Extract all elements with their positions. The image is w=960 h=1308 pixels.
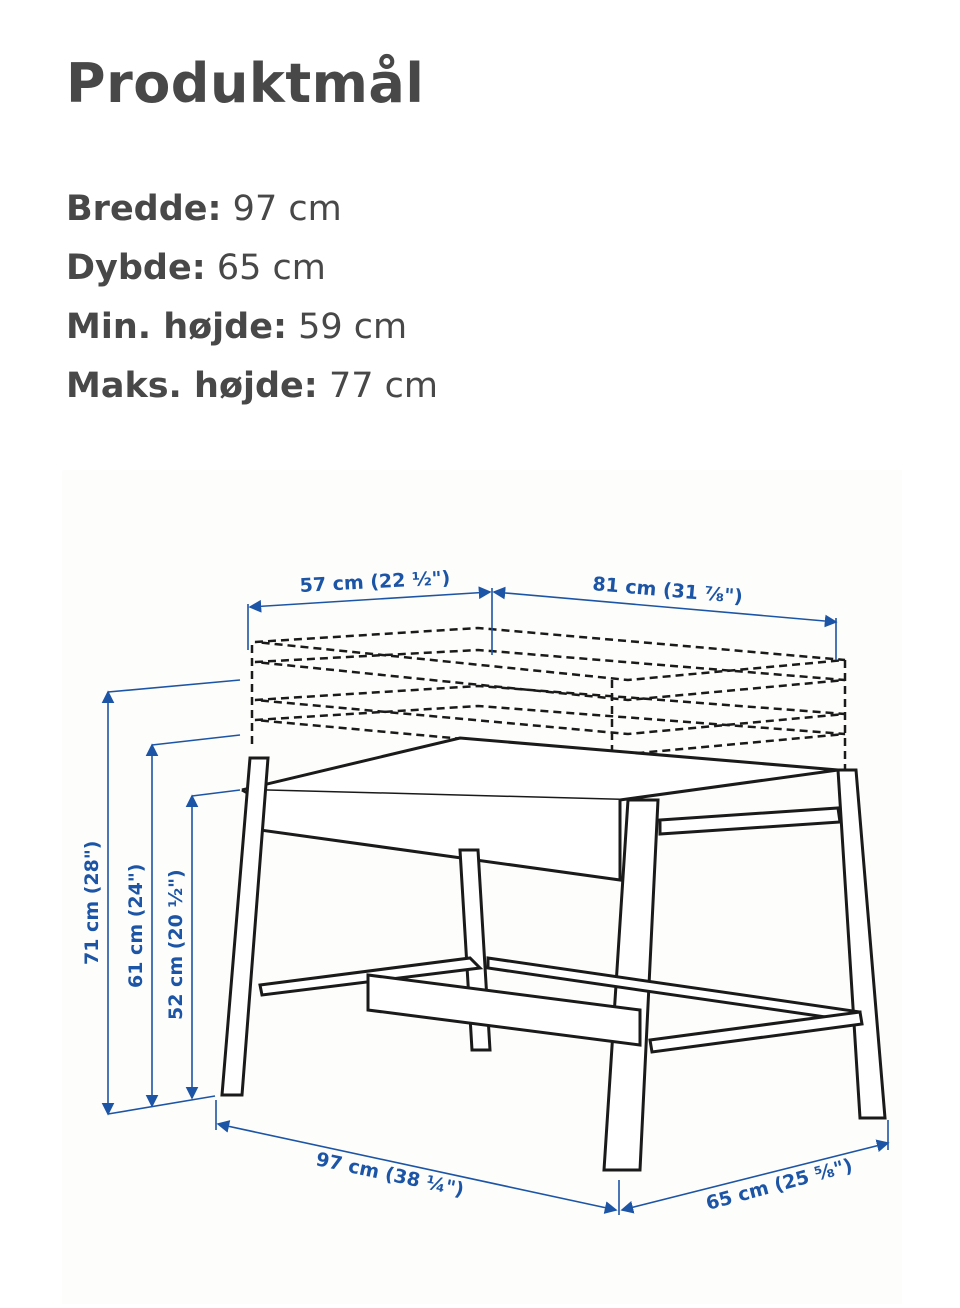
product-dimension-drawing — [62, 470, 902, 1304]
dimension-label: Bredde: — [66, 189, 222, 229]
desk-illustration — [62, 470, 902, 1304]
dimension-label-height-61: 61 cm (24") — [125, 863, 147, 988]
dimension-label-height-71: 71 cm (28") — [81, 840, 103, 965]
dimension-value: 97 cm — [232, 189, 342, 229]
dimension-label-depth: 65 cm (25 ⅝") — [703, 1154, 855, 1215]
dimension-label: Min. højde: — [66, 307, 287, 347]
dimension-label-top-right: 81 cm (31 ⅞") — [591, 573, 744, 609]
dimension-depth — [66, 239, 438, 298]
desk — [222, 738, 885, 1170]
dimension-label: Dybde: — [66, 248, 206, 288]
dimension-label-top-left: 57 cm (22 ½") — [299, 567, 451, 597]
dimension-value: 65 cm — [216, 248, 326, 288]
dimension-value: 77 cm — [328, 366, 438, 406]
dimension-min-height — [66, 298, 438, 357]
dimension-max-height — [66, 357, 438, 416]
page-title: Produktmål — [66, 52, 425, 115]
dimension-value: 59 cm — [298, 307, 408, 347]
dimension-label: Maks. højde: — [66, 366, 318, 406]
dimension-width — [66, 180, 438, 239]
dimension-list — [66, 180, 438, 416]
dimension-label-width: 97 cm (38 ¼") — [313, 1148, 466, 1202]
dimension-label-height-52: 52 cm (20 ½") — [165, 869, 187, 1020]
dimension-lines — [108, 588, 888, 1215]
